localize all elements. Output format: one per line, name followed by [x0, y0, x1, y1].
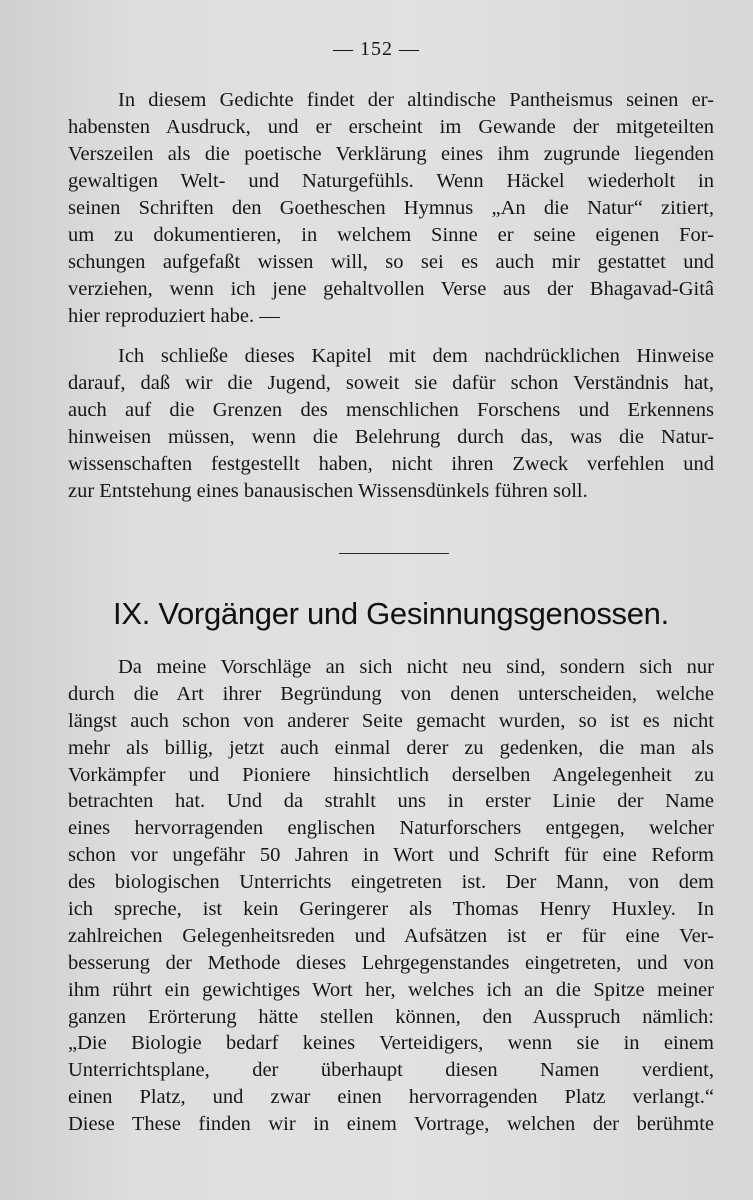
text-line: besserung der Methode dieses Lehrgegenstandes eingetreten, und von — [68, 951, 714, 974]
text-line: durch die Art ihrer Begründung von denen unterscheiden, welche — [68, 682, 714, 705]
text-line: ganzen Erörterung hätte stellen können, den Ausspruch nämlich: — [68, 1005, 714, 1028]
text-line: seinen Schriften den Goetheschen Hymnus „An die Natur“ zitiert, — [68, 197, 714, 219]
text-line: hier reproduziert habe. — — [68, 305, 280, 327]
text-line: habensten Ausdruck, und er erscheint im Gewande der mitgeteilten — [68, 116, 714, 138]
text-line: schon vor ungefähr 50 Jahren in Wort und Schrift für eine Reform — [68, 844, 714, 867]
text-line: Unterrichtsplane, der überhaupt diesen Namen verdient, — [68, 1059, 714, 1082]
text-line: Da meine Vorschläge an sich nicht neu sind, sondern sich nur — [118, 656, 714, 678]
text-line: auch auf die Grenzen des menschlichen Forschens und Erkennens — [68, 399, 714, 421]
paragraph-3 — [68, 654, 714, 1138]
text-line: ihm rührt ein gewichtiges Wort her, welches ich an die Spitze meiner — [68, 978, 714, 1001]
paragraph-1 — [68, 87, 714, 330]
text-line: betrachten hat. Und da strahlt uns in erster Linie der Name — [68, 790, 714, 813]
section-divider — [339, 553, 449, 554]
text-line: wissenschaften festgestellt haben, nicht ihren Zweck verfehlen und — [68, 453, 714, 475]
text-line: In diesem Gedichte findet der altindische Pantheismus seinen er- — [118, 89, 714, 111]
text-line: mehr als billig, jetzt auch einmal derer zu gedenken, die man als — [68, 736, 714, 759]
text-line: längst auch schon von anderer Seite gemacht wurden, so ist es nicht — [68, 709, 714, 732]
text-line: verziehen, wenn ich jene gehaltvollen Verse aus der Bhagavad-Gitâ — [68, 278, 714, 300]
text-line: zahlreichen Gelegenheitsreden und Aufsätzen ist er für eine Ver- — [68, 924, 714, 947]
text-line: Diese These finden wir in einem Vortrage, welchen der berühmte — [68, 1113, 714, 1136]
text-line: Ich schließe dieses Kapitel mit dem nachdrücklichen Hinweise — [118, 345, 714, 367]
text-line: ich spreche, ist kein Geringerer als Thomas Henry Huxley. In — [68, 898, 714, 921]
text-line: darauf, daß wir die Jugend, soweit sie dafür schon Verständnis hat, — [68, 372, 714, 394]
text-line: einen Platz, und zwar einen hervorragenden Platz verlangt.“ — [68, 1086, 714, 1109]
text-line: des biologischen Unterrichts eingetreten ist. Der Mann, von dem — [68, 871, 714, 894]
text-line: zur Entstehung eines banausischen Wissensdünkels führen soll. — [68, 480, 588, 502]
text-line: Vorkämpfer und Pioniere hinsichtlich derselben Angelegenheit zu — [68, 763, 714, 786]
text-line: hinweisen müssen, wenn die Belehrung durch das, was die Natur- — [68, 426, 714, 448]
text-line: schungen aufgefaßt wissen will, so sei es auch mir gestattet und — [68, 251, 714, 273]
page-number: — 152 — — [333, 38, 420, 60]
section-heading: IX. Vorgänger und Gesinnungsgenossen. — [113, 596, 669, 631]
text-line: eines hervorragenden englischen Naturforschers entgegen, welcher — [68, 817, 714, 840]
text-line: gewaltigen Welt- und Naturgefühls. Wenn Häckel wiederholt in — [68, 170, 714, 192]
text-line: um zu dokumentieren, in welchem Sinne er seine eigenen For- — [68, 224, 714, 246]
text-line: „Die Biologie bedarf keines Verteidigers, wenn sie in einem — [68, 1032, 714, 1055]
text-line: Verszeilen als die poetische Verklärung eines ihm zugrunde liegenden — [68, 143, 714, 165]
paragraph-2 — [68, 343, 714, 505]
